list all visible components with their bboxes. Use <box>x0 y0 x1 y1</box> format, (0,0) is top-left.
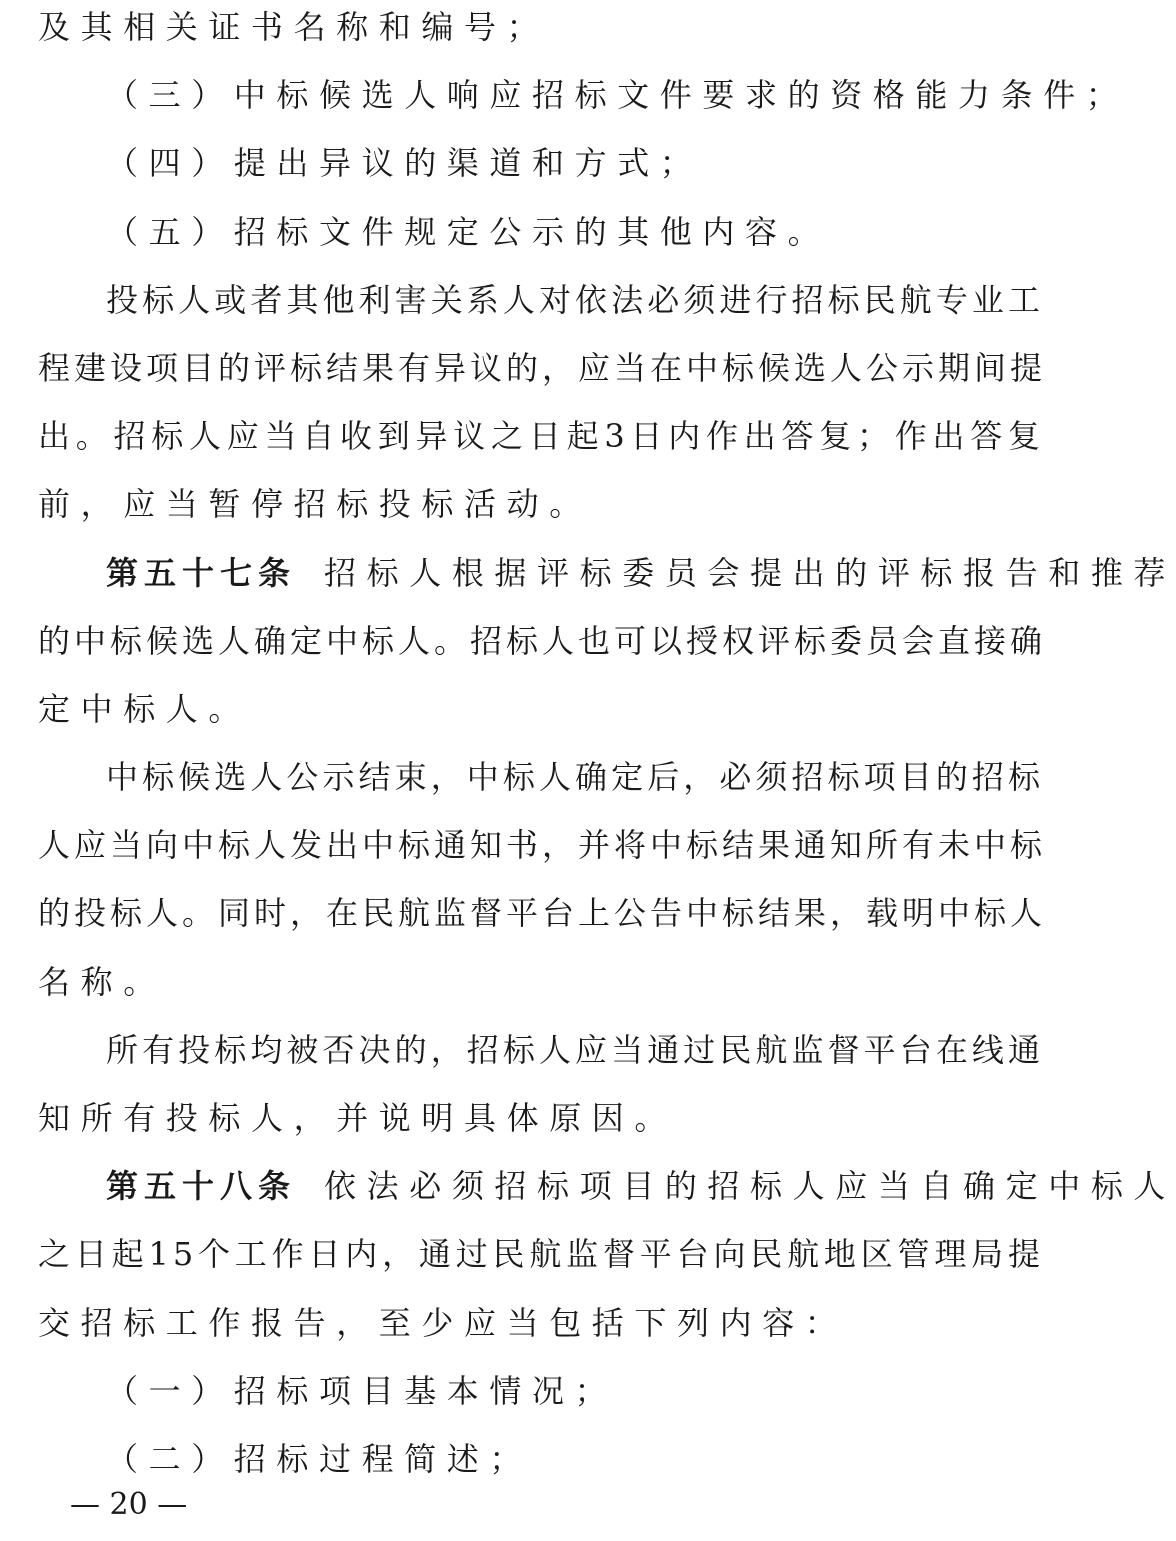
text-line-17: 知所有投标人，并说明具体原因。 <box>38 1099 678 1137</box>
text-line-1: 及其相关证书名称和编号； <box>38 8 550 46</box>
text-line-6: 程建设项目的评标结果有异议的，应当在中标候选人公示期间提 <box>38 348 1047 387</box>
article-57-text: 招标人根据评标委员会提出的评标报告和推荐 <box>324 553 1176 592</box>
page-number: — 20 — <box>70 1487 188 1522</box>
text-line-15: 名称。 <box>38 962 166 1001</box>
text-line-11: 定中标人。 <box>38 689 252 728</box>
article-57-line <box>38 539 1176 607</box>
text-line-19: 之日起15个工作日内，通过民航监督平台向民航地区管理局提 <box>38 1235 1044 1274</box>
text-line-8: 前，应当暂停招标投标活动。 <box>38 485 592 524</box>
text-line-4: （五）招标文件规定公示的其他内容。 <box>106 212 831 251</box>
text-line-16: 所有投标均被否决的，招标人应当通过民航监督平台在线通 <box>106 1030 1044 1069</box>
text-line-7: 出。招标人应当自收到异议之日起3日内作出答复；作出答复 <box>38 417 1044 456</box>
article-58-heading: 第五十八条 <box>106 1167 297 1206</box>
text-line-13: 人应当向中标人发出中标通知书，并将中标结果通知所有未中标 <box>38 826 1047 865</box>
text-line-22: （二）招标过程简述； <box>106 1439 533 1478</box>
text-line-21: （一）招标项目基本情况； <box>106 1371 618 1410</box>
article-57-heading: 第五十七条 <box>106 553 297 592</box>
text-line-12: 中标候选人公示结束，中标人确定后，必须招标项目的招标 <box>106 758 1044 797</box>
text-line-14: 的投标人。同时，在民航监督平台上公告中标结果，载明中标人 <box>38 894 1047 933</box>
article-58-line <box>38 1152 1176 1220</box>
text-line-10: 的中标候选人确定中标人。招标人也可以授权评标委员会直接确 <box>38 621 1047 660</box>
text-line-2: （三）中标候选人响应招标文件要求的资格能力条件； <box>106 76 1129 115</box>
text-line-3: （四）提出异议的渠道和方式； <box>106 144 703 183</box>
text-line-5: 投标人或者其他利害关系人对依法必须进行招标民航专业工 <box>106 280 1044 319</box>
text-line-20: 交招标工作报告，至少应当包括下列内容： <box>38 1303 848 1342</box>
article-58-text: 依法必须招标项目的招标人应当自确定中标人 <box>324 1167 1176 1206</box>
